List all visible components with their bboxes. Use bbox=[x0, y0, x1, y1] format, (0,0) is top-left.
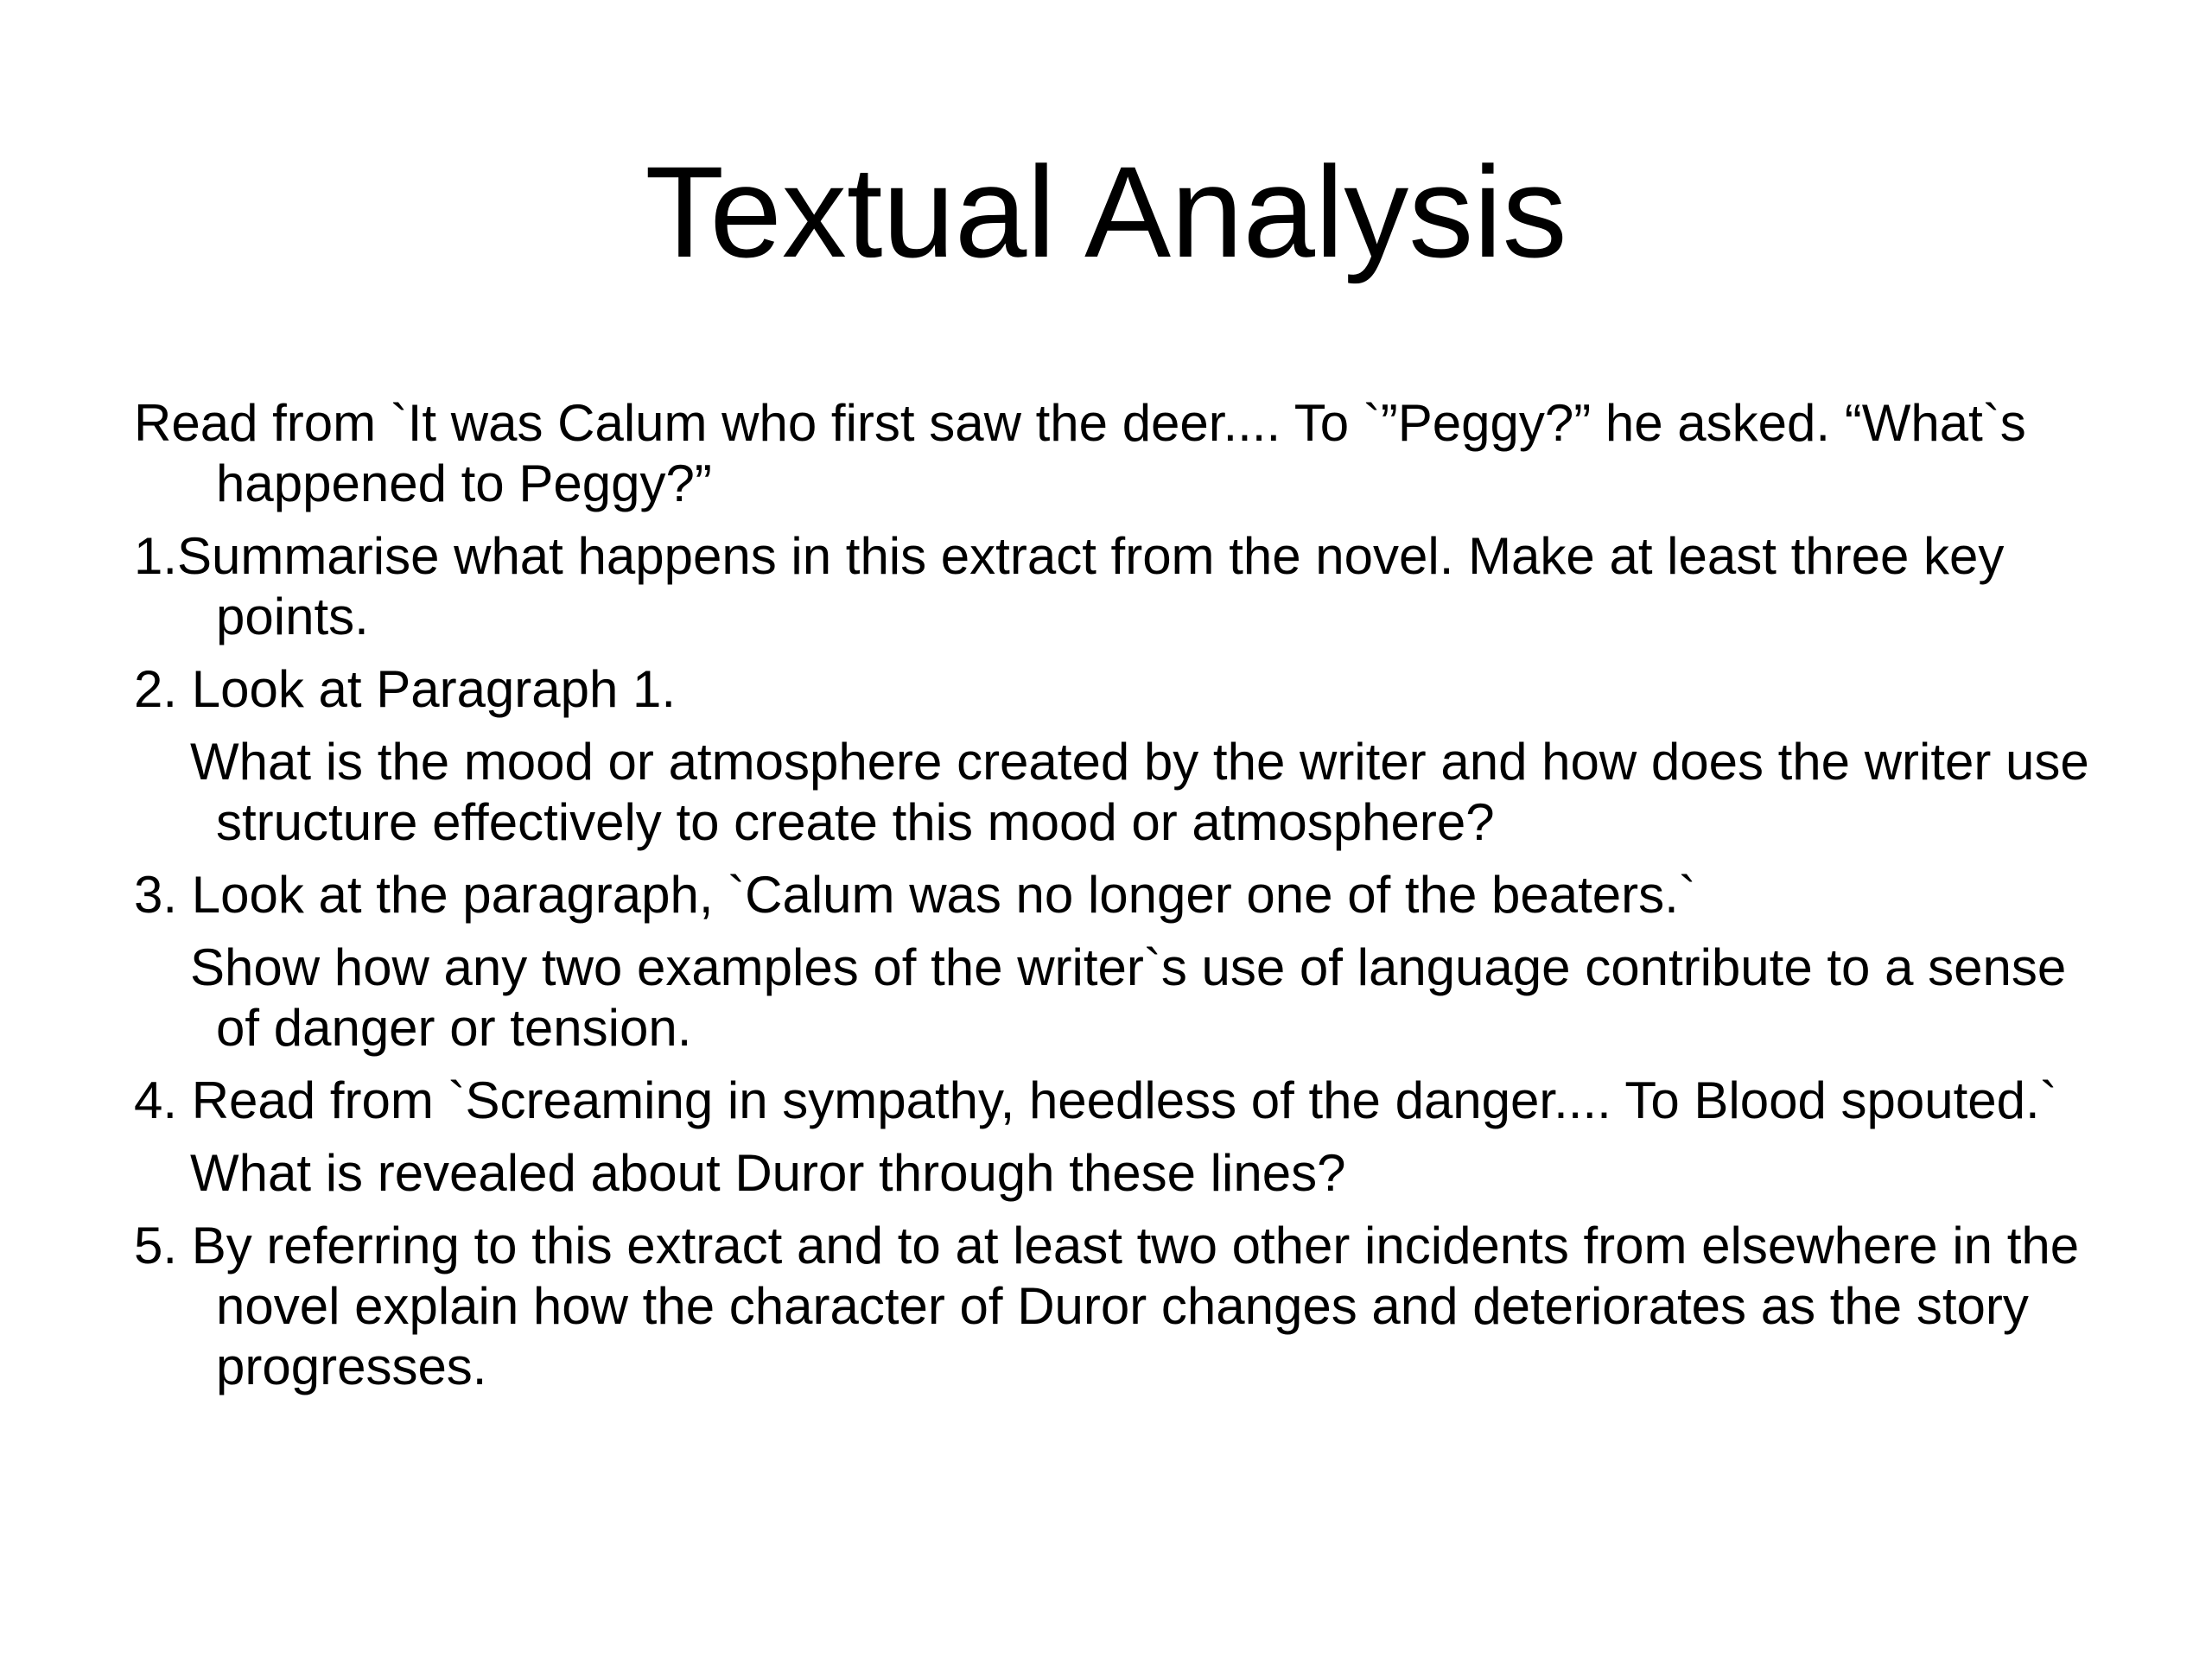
question-4-detail: What is revealed about Duror through these lines? bbox=[190, 1144, 1346, 1202]
slide-title: Textual Analysis bbox=[645, 139, 1567, 284]
question-2-detail: What is the mood or atmosphere created by the writer and how does the writer use structure effectively to create this mood or atmosphere? bbox=[190, 733, 2089, 851]
slide-body bbox=[134, 393, 2121, 1409]
question-4: 4. Read from `Screaming in sympathy, heedless of the danger.... To Blood spouted.` bbox=[134, 1071, 2057, 1129]
lead-paragraph: Read from `It was Calum who first saw the deer.... To `”Peggy?” he asked. “What`s happened to Peggy?” bbox=[134, 394, 2026, 512]
question-1: 1.Summarise what happens in this extract from the novel. Make at least three key points. bbox=[134, 527, 2005, 645]
question-3-detail: Show how any two examples of the writer`s use of language contribute to a sense of danger or tension. bbox=[190, 938, 2067, 1057]
question-3: 3. Look at the paragraph, `Calum was no longer one of the beaters.` bbox=[134, 866, 1696, 924]
question-5: 5. By referring to this extract and to at least two other incidents from elsewhere in the novel explain how the character of Duror changes and deteriorates as the story progresses. bbox=[134, 1217, 2080, 1395]
question-2: 2. Look at Paragraph 1. bbox=[134, 660, 677, 718]
